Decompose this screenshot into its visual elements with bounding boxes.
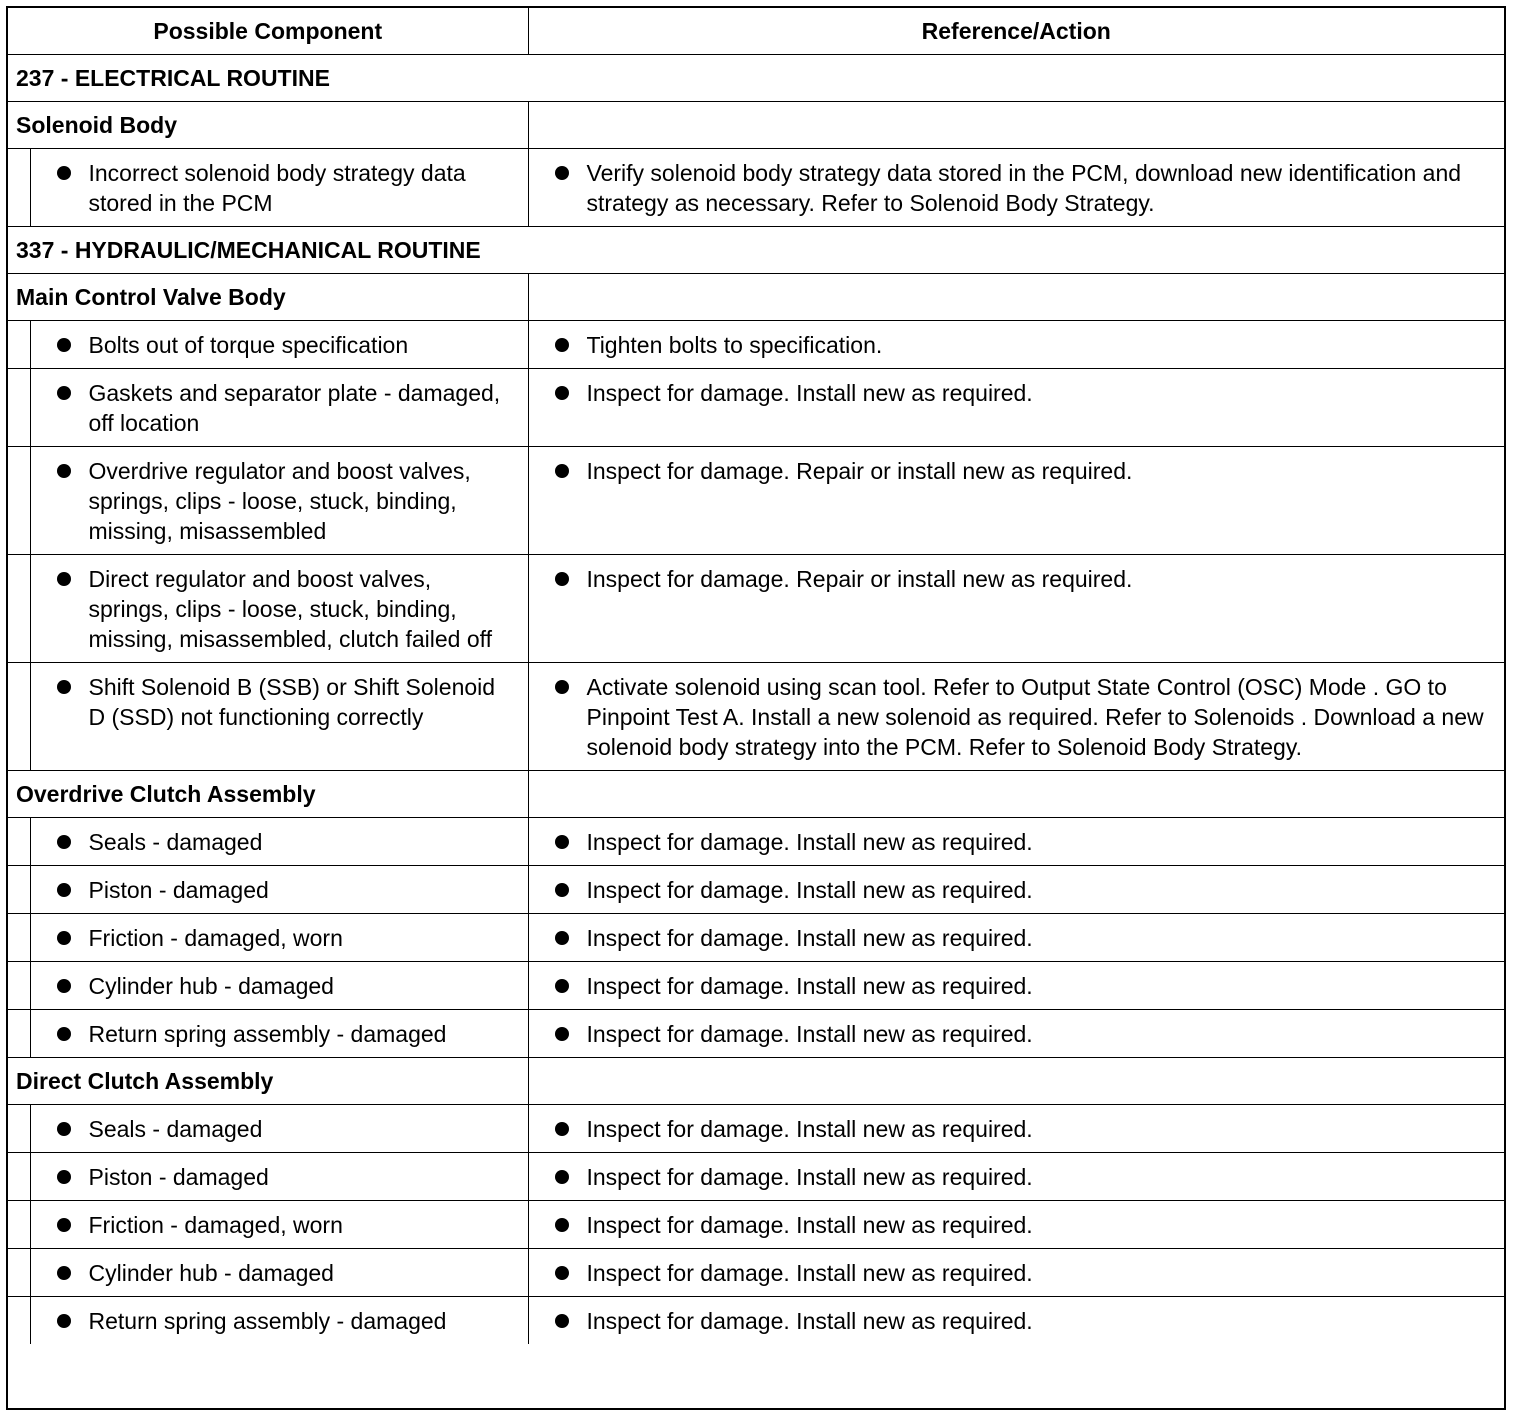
- action-cell: [528, 818, 1504, 866]
- component-text: Shift Solenoid B (SSB) or Shift Solenoid D (SSD) not functioning correctly: [88, 674, 496, 730]
- bullet-icon: [57, 1122, 71, 1136]
- group-title: Overdrive Clutch Assembly: [8, 771, 528, 818]
- component-text: Return spring assembly - damaged: [88, 1021, 447, 1047]
- action-text: Verify solenoid body strategy data stored in the PCM, download new identification and strategy as necessary. Refer to Solenoid Body Strategy.: [586, 160, 1462, 216]
- component-cell: [30, 818, 528, 866]
- component-cell: [30, 663, 528, 771]
- component-text: Piston - damaged: [88, 1164, 269, 1190]
- action-cell: [528, 149, 1504, 227]
- row-indent: [8, 1153, 30, 1201]
- group-row: [8, 1058, 1504, 1105]
- section-row: [8, 227, 1504, 274]
- action-text: Inspect for damage. Install new as required.: [586, 1212, 1033, 1238]
- action-cell: [528, 866, 1504, 914]
- bullet-icon: [57, 931, 71, 945]
- row-indent: [8, 1010, 30, 1058]
- header-reference-action: Reference/Action: [528, 8, 1504, 55]
- row-indent: [8, 1297, 30, 1345]
- component-text: Seals - damaged: [88, 829, 263, 855]
- action-cell: [528, 1010, 1504, 1058]
- action-cell: [528, 321, 1504, 369]
- table-row: [8, 321, 1504, 369]
- bullet-icon: [57, 166, 71, 180]
- bullet-icon: [57, 1314, 71, 1328]
- component-text: Cylinder hub - damaged: [88, 973, 334, 999]
- component-cell: [30, 1153, 528, 1201]
- diagnostic-table: [8, 8, 1504, 1344]
- component-cell: [30, 447, 528, 555]
- bullet-icon: [57, 680, 71, 694]
- row-indent: [8, 914, 30, 962]
- action-text: Inspect for damage. Install new as required.: [586, 877, 1033, 903]
- component-cell: [30, 1249, 528, 1297]
- bullet-icon: [555, 386, 569, 400]
- group-row: [8, 102, 1504, 149]
- section-title: 337 - HYDRAULIC/MECHANICAL ROUTINE: [8, 227, 1504, 274]
- action-text: Activate solenoid using scan tool. Refer to Output State Control (OSC) Mode . GO to Pinpoint Test A. Install a new solenoid as required. Refer to Solenoids . Download a new solenoid body strategy into the PCM. Refer to Solenoid Body Strategy.: [586, 674, 1484, 760]
- group-row: [8, 274, 1504, 321]
- bullet-icon: [555, 1170, 569, 1184]
- bullet-icon: [555, 338, 569, 352]
- row-indent: [8, 149, 30, 227]
- bullet-icon: [555, 979, 569, 993]
- table-body: [8, 55, 1504, 1345]
- bullet-icon: [555, 883, 569, 897]
- row-indent: [8, 1249, 30, 1297]
- table-row: [8, 149, 1504, 227]
- bullet-icon: [555, 931, 569, 945]
- row-indent: [8, 555, 30, 663]
- row-indent: [8, 1105, 30, 1153]
- table-row: [8, 1249, 1504, 1297]
- table-row: [8, 663, 1504, 771]
- component-cell: [30, 962, 528, 1010]
- table-row: [8, 866, 1504, 914]
- action-cell: [528, 962, 1504, 1010]
- action-text: Inspect for damage. Install new as required.: [586, 829, 1033, 855]
- bullet-icon: [57, 1218, 71, 1232]
- component-text: Incorrect solenoid body strategy data stored in the PCM: [88, 160, 466, 216]
- action-text: Tighten bolts to specification.: [586, 332, 883, 358]
- component-text: Friction - damaged, worn: [88, 1212, 343, 1238]
- table-row: [8, 555, 1504, 663]
- bullet-icon: [555, 680, 569, 694]
- component-text: Cylinder hub - damaged: [88, 1260, 334, 1286]
- section-title: 237 - ELECTRICAL ROUTINE: [8, 55, 1504, 102]
- action-text: Inspect for damage. Install new as required.: [586, 973, 1033, 999]
- bullet-icon: [555, 166, 569, 180]
- action-cell: [528, 1105, 1504, 1153]
- component-cell: [30, 1297, 528, 1345]
- table-header-row: [8, 8, 1504, 55]
- table-row: [8, 1297, 1504, 1345]
- row-indent: [8, 962, 30, 1010]
- action-text: Inspect for damage. Install new as required.: [586, 925, 1033, 951]
- bullet-icon: [555, 1027, 569, 1041]
- action-text: Inspect for damage. Install new as required.: [586, 1116, 1033, 1142]
- bullet-icon: [555, 835, 569, 849]
- action-text: Inspect for damage. Install new as required.: [586, 1260, 1033, 1286]
- group-action-empty: [528, 771, 1504, 818]
- component-cell: [30, 321, 528, 369]
- row-indent: [8, 369, 30, 447]
- row-indent: [8, 818, 30, 866]
- action-cell: [528, 1201, 1504, 1249]
- action-cell: [528, 447, 1504, 555]
- component-cell: [30, 1201, 528, 1249]
- component-text: Seals - damaged: [88, 1116, 263, 1142]
- bullet-icon: [555, 1314, 569, 1328]
- component-text: Piston - damaged: [88, 877, 269, 903]
- row-indent: [8, 321, 30, 369]
- table-row: [8, 1010, 1504, 1058]
- bullet-icon: [57, 572, 71, 586]
- table-row: [8, 1153, 1504, 1201]
- bullet-icon: [555, 1266, 569, 1280]
- group-title: Main Control Valve Body: [8, 274, 528, 321]
- component-text: Direct regulator and boost valves, springs, clips - loose, stuck, binding, missing, misassembled, clutch failed off: [88, 566, 493, 652]
- section-row: [8, 55, 1504, 102]
- component-text: Overdrive regulator and boost valves, springs, clips - loose, stuck, binding, missing, misassembled: [88, 458, 471, 544]
- bullet-icon: [555, 1218, 569, 1232]
- component-text: Return spring assembly - damaged: [88, 1308, 447, 1334]
- action-cell: [528, 914, 1504, 962]
- action-text: Inspect for damage. Install new as required.: [586, 1308, 1033, 1334]
- component-text: Bolts out of torque specification: [88, 332, 409, 358]
- action-text: Inspect for damage. Install new as required.: [586, 380, 1033, 406]
- action-cell: [528, 1249, 1504, 1297]
- bullet-icon: [57, 464, 71, 478]
- group-title: Solenoid Body: [8, 102, 528, 149]
- component-cell: [30, 555, 528, 663]
- header-possible-component: Possible Component: [8, 8, 528, 55]
- table-row: [8, 1201, 1504, 1249]
- table-row: [8, 962, 1504, 1010]
- component-cell: [30, 1105, 528, 1153]
- component-cell: [30, 149, 528, 227]
- component-cell: [30, 866, 528, 914]
- action-text: Inspect for damage. Repair or install new as required.: [586, 566, 1133, 592]
- component-cell: [30, 369, 528, 447]
- component-text: Gaskets and separator plate - damaged, off location: [88, 380, 501, 436]
- component-cell: [30, 1010, 528, 1058]
- action-cell: [528, 555, 1504, 663]
- group-action-empty: [528, 1058, 1504, 1105]
- bullet-icon: [57, 1266, 71, 1280]
- bullet-icon: [555, 1122, 569, 1136]
- bullet-icon: [57, 386, 71, 400]
- bullet-icon: [57, 835, 71, 849]
- row-indent: [8, 866, 30, 914]
- row-indent: [8, 1201, 30, 1249]
- group-title: Direct Clutch Assembly: [8, 1058, 528, 1105]
- row-indent: [8, 447, 30, 555]
- component-text: Friction - damaged, worn: [88, 925, 343, 951]
- bullet-icon: [57, 883, 71, 897]
- action-cell: [528, 663, 1504, 771]
- table-row: [8, 914, 1504, 962]
- table-row: [8, 447, 1504, 555]
- bullet-icon: [555, 572, 569, 586]
- action-cell: [528, 1153, 1504, 1201]
- bullet-icon: [555, 464, 569, 478]
- action-cell: [528, 369, 1504, 447]
- bullet-icon: [57, 979, 71, 993]
- action-text: Inspect for damage. Repair or install new as required.: [586, 458, 1133, 484]
- action-text: Inspect for damage. Install new as required.: [586, 1164, 1033, 1190]
- action-text: Inspect for damage. Install new as required.: [586, 1021, 1033, 1047]
- group-row: [8, 771, 1504, 818]
- bullet-icon: [57, 1027, 71, 1041]
- table-row: [8, 818, 1504, 866]
- row-indent: [8, 663, 30, 771]
- group-action-empty: [528, 274, 1504, 321]
- group-action-empty: [528, 102, 1504, 149]
- table-row: [8, 1105, 1504, 1153]
- action-cell: [528, 1297, 1504, 1345]
- table-row: [8, 369, 1504, 447]
- bullet-icon: [57, 338, 71, 352]
- component-cell: [30, 914, 528, 962]
- bullet-icon: [57, 1170, 71, 1184]
- diagnostic-table-frame: [6, 6, 1506, 1410]
